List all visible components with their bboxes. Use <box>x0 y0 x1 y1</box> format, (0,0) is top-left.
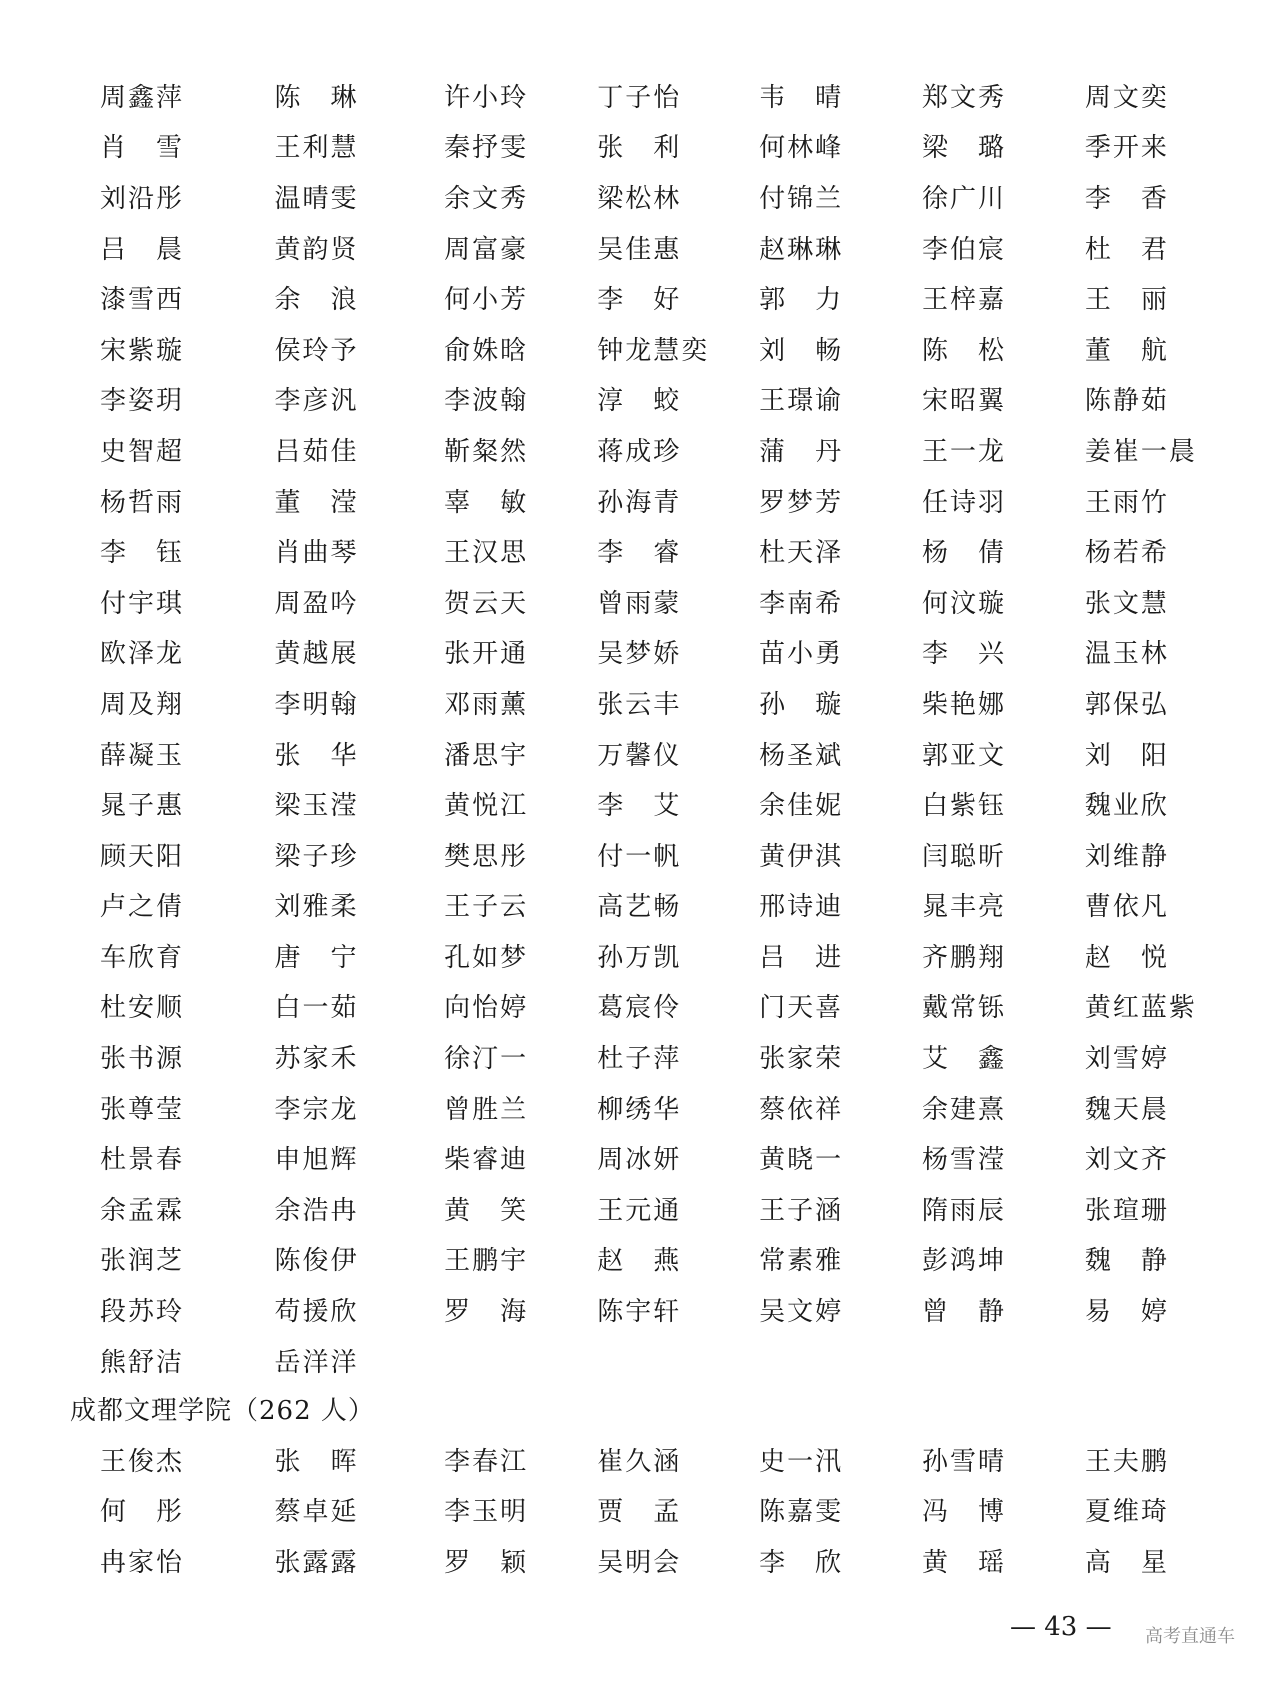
student-name: 王鹏宇 <box>444 1246 529 1277</box>
name-row <box>100 930 1240 981</box>
student-name: 蔡卓延 <box>274 1497 359 1528</box>
student-name: 韦 晴 <box>759 82 844 113</box>
student-name: 余孟霖 <box>100 1195 185 1226</box>
name-row <box>100 323 1240 374</box>
student-name: 宋昭翼 <box>922 386 1007 417</box>
student-name: 王俊杰 <box>100 1446 185 1477</box>
student-name: 苗小勇 <box>759 639 844 670</box>
student-name: 俞姝晗 <box>444 335 529 366</box>
name-row <box>100 222 1240 273</box>
student-name: 邓雨薰 <box>444 689 529 720</box>
student-name: 余浩冉 <box>274 1195 359 1226</box>
name-row <box>100 1535 1240 1586</box>
student-name: 李 钰 <box>100 538 185 569</box>
student-name: 钟龙慧奕 <box>597 335 710 366</box>
student-name: 张 晖 <box>274 1446 359 1477</box>
student-name: 王子涵 <box>759 1195 844 1226</box>
student-name: 史智超 <box>100 436 185 467</box>
student-name: 黄韵贤 <box>274 234 359 265</box>
student-name: 秦抒雯 <box>444 133 529 164</box>
student-name: 白一茹 <box>274 993 359 1024</box>
student-name: 闫聪昕 <box>922 841 1007 872</box>
student-name: 季开来 <box>1084 133 1169 164</box>
student-name: 李姿玥 <box>100 386 185 417</box>
student-name: 何 彤 <box>100 1497 185 1528</box>
watermark: 高考直通车 <box>1145 1626 1235 1647</box>
student-name: 晁子惠 <box>100 791 185 822</box>
student-name: 王汉思 <box>444 538 529 569</box>
student-name: 魏 静 <box>1084 1246 1169 1277</box>
student-name: 何林峰 <box>759 133 844 164</box>
student-name: 邢诗迪 <box>759 892 844 923</box>
student-name: 肖曲琴 <box>274 538 359 569</box>
student-name: 姜崔一晨 <box>1084 436 1197 467</box>
student-name: 梁玉滢 <box>274 791 359 822</box>
student-name: 张家荣 <box>759 1044 844 1075</box>
student-name: 王 丽 <box>1084 285 1169 316</box>
student-name: 杜 君 <box>1084 234 1169 265</box>
student-name: 孙海青 <box>597 487 682 518</box>
student-name: 贺云天 <box>444 588 529 619</box>
student-name: 杨雪滢 <box>922 1145 1007 1176</box>
student-name: 吕茹佳 <box>274 436 359 467</box>
name-row <box>100 171 1240 222</box>
student-name: 葛宸伶 <box>597 993 682 1024</box>
name-row <box>100 880 1240 931</box>
student-name: 周鑫萍 <box>100 82 185 113</box>
student-name: 张开通 <box>444 639 529 670</box>
student-name: 何汶璇 <box>922 588 1007 619</box>
student-name: 陈 琳 <box>274 82 359 113</box>
name-row <box>100 1183 1240 1234</box>
student-name: 杜天泽 <box>759 538 844 569</box>
student-name: 蒲 丹 <box>759 436 844 467</box>
student-name: 孙万凯 <box>597 942 682 973</box>
name-row <box>100 424 1240 475</box>
student-name: 曹依凡 <box>1084 892 1169 923</box>
student-name: 陈静茹 <box>1084 386 1169 417</box>
student-name: 侯玲予 <box>274 335 359 366</box>
student-name: 赵琳琳 <box>759 234 844 265</box>
student-name: 魏天晨 <box>1084 1094 1169 1125</box>
student-name: 梁子珍 <box>274 841 359 872</box>
student-name: 孔如梦 <box>444 942 529 973</box>
student-name: 张露露 <box>274 1547 359 1578</box>
student-name: 靳粲然 <box>444 436 529 467</box>
student-name: 辜 敏 <box>444 487 529 518</box>
student-name: 唐 宁 <box>274 942 359 973</box>
student-name: 温玉林 <box>1084 639 1169 670</box>
student-name: 白紫钰 <box>922 791 1007 822</box>
student-name: 周冰妍 <box>597 1145 682 1176</box>
student-name: 贾 孟 <box>597 1497 682 1528</box>
student-name: 宋紫璇 <box>100 335 185 366</box>
student-name: 郭亚文 <box>922 740 1007 771</box>
student-name: 王一龙 <box>922 436 1007 467</box>
name-list-continued <box>100 70 1240 1385</box>
student-name: 欧泽龙 <box>100 639 185 670</box>
student-name: 李 好 <box>597 285 682 316</box>
student-name: 董 滢 <box>274 487 359 518</box>
student-name: 史一汛 <box>759 1446 844 1477</box>
student-name: 漆雪西 <box>100 285 185 316</box>
name-row <box>100 525 1240 576</box>
student-name: 徐汀一 <box>444 1044 529 1075</box>
student-name: 吴明会 <box>597 1547 682 1578</box>
student-name: 樊思彤 <box>444 841 529 872</box>
student-name: 董 航 <box>1084 335 1169 366</box>
page-number: — 43 — <box>1010 1612 1112 1642</box>
student-name: 冉家怡 <box>100 1547 185 1578</box>
name-row <box>100 272 1240 323</box>
student-name: 周盈吟 <box>274 588 359 619</box>
name-row <box>100 981 1240 1032</box>
student-name: 李玉明 <box>444 1497 529 1528</box>
student-name: 向怡婷 <box>444 993 529 1024</box>
student-name: 黄 瑶 <box>922 1547 1007 1578</box>
student-name: 罗梦芳 <box>759 487 844 518</box>
student-name: 付一帆 <box>597 841 682 872</box>
student-name: 杜景春 <box>100 1145 185 1176</box>
student-name: 岳洋洋 <box>274 1347 359 1378</box>
student-name: 王雨竹 <box>1084 487 1169 518</box>
student-name: 崔久涵 <box>597 1446 682 1477</box>
student-name: 苏家禾 <box>274 1044 359 1075</box>
student-name: 蔡依祥 <box>759 1094 844 1125</box>
student-name: 杜子萍 <box>597 1044 682 1075</box>
student-name: 张书源 <box>100 1044 185 1075</box>
student-name: 淳 蛟 <box>597 386 682 417</box>
student-name: 张云丰 <box>597 689 682 720</box>
student-name: 车欣育 <box>100 942 185 973</box>
student-name: 余建熹 <box>922 1094 1007 1125</box>
student-name: 薛凝玉 <box>100 740 185 771</box>
student-name: 余文秀 <box>444 183 529 214</box>
student-name: 魏业欣 <box>1084 791 1169 822</box>
student-name: 冯 博 <box>922 1497 1007 1528</box>
student-name: 郭保弘 <box>1084 689 1169 720</box>
student-name: 李南希 <box>759 588 844 619</box>
student-name: 梁松林 <box>597 183 682 214</box>
student-name: 王梓嘉 <box>922 285 1007 316</box>
student-name: 黄悦江 <box>444 791 529 822</box>
student-name: 高 星 <box>1084 1547 1169 1578</box>
student-name: 夏维琦 <box>1084 1497 1169 1528</box>
student-name: 杨 倩 <box>922 538 1007 569</box>
student-name: 许小玲 <box>444 82 529 113</box>
student-name: 罗 海 <box>444 1297 529 1328</box>
student-name: 黄晓一 <box>759 1145 844 1176</box>
student-name: 李彦汎 <box>274 386 359 417</box>
student-name: 李 欣 <box>759 1547 844 1578</box>
student-name: 郭 力 <box>759 285 844 316</box>
name-row <box>100 627 1240 678</box>
student-name: 王元通 <box>597 1195 682 1226</box>
name-row <box>100 1234 1240 1285</box>
student-name: 何小芳 <box>444 285 529 316</box>
student-name: 陈嘉雯 <box>759 1497 844 1528</box>
student-name: 李 睿 <box>597 538 682 569</box>
student-name: 易 婷 <box>1084 1297 1169 1328</box>
student-name: 吴梦娇 <box>597 639 682 670</box>
student-name: 赵 悦 <box>1084 942 1169 973</box>
student-name: 门天喜 <box>759 993 844 1024</box>
student-name: 刘文齐 <box>1084 1145 1169 1176</box>
student-name: 陈 松 <box>922 335 1007 366</box>
student-name: 王璟谕 <box>759 386 844 417</box>
name-row <box>100 1434 1240 1485</box>
student-name: 柴艳娜 <box>922 689 1007 720</box>
student-name: 周文奕 <box>1084 82 1169 113</box>
name-row <box>100 778 1240 829</box>
student-name: 黄红蓝紫 <box>1084 993 1197 1024</box>
student-name: 苟援欣 <box>274 1297 359 1328</box>
student-name: 温晴雯 <box>274 183 359 214</box>
name-row <box>100 475 1240 526</box>
name-row <box>100 70 1240 121</box>
student-name: 陈宇轩 <box>597 1297 682 1328</box>
student-name: 张文慧 <box>1084 588 1169 619</box>
student-name: 柴睿迪 <box>444 1145 529 1176</box>
student-name: 柳绣华 <box>597 1094 682 1125</box>
student-name: 肖 雪 <box>100 133 185 164</box>
student-name: 刘 畅 <box>759 335 844 366</box>
student-name: 周富豪 <box>444 234 529 265</box>
student-name: 艾 鑫 <box>922 1044 1007 1075</box>
student-name: 孙雪晴 <box>922 1446 1007 1477</box>
student-name: 罗 颖 <box>444 1547 529 1578</box>
name-row <box>100 829 1240 880</box>
student-name: 曾胜兰 <box>444 1094 529 1125</box>
name-list-section-2 <box>100 1434 1240 1586</box>
student-name: 余佳妮 <box>759 791 844 822</box>
student-name: 李宗龙 <box>274 1094 359 1125</box>
student-name: 戴常铄 <box>922 993 1007 1024</box>
name-row <box>100 1132 1240 1183</box>
student-name: 李春江 <box>444 1446 529 1477</box>
student-name: 李伯宸 <box>922 234 1007 265</box>
name-row <box>100 1284 1240 1335</box>
section-title: 成都文理学院（262 人） <box>70 1396 375 1426</box>
student-name: 齐鹏翔 <box>922 942 1007 973</box>
student-name: 张润芝 <box>100 1246 185 1277</box>
student-name: 蒋成珍 <box>597 436 682 467</box>
student-name: 周及翔 <box>100 689 185 720</box>
student-name: 李 艾 <box>597 791 682 822</box>
name-row <box>100 1485 1240 1536</box>
student-name: 李波翰 <box>444 386 529 417</box>
student-name: 任诗羽 <box>922 487 1007 518</box>
student-name: 李明翰 <box>274 689 359 720</box>
student-name: 晁丰亮 <box>922 892 1007 923</box>
student-name: 申旭辉 <box>274 1145 359 1176</box>
student-name: 顾天阳 <box>100 841 185 872</box>
student-name: 余 浪 <box>274 285 359 316</box>
name-row <box>100 728 1240 779</box>
student-name: 刘沿彤 <box>100 183 185 214</box>
student-name: 王夫鹏 <box>1084 1446 1169 1477</box>
student-name: 刘 阳 <box>1084 740 1169 771</box>
student-name: 丁子怡 <box>597 82 682 113</box>
student-name: 孙 璇 <box>759 689 844 720</box>
student-name: 付宇琪 <box>100 588 185 619</box>
student-name: 徐广川 <box>922 183 1007 214</box>
student-name: 高艺畅 <box>597 892 682 923</box>
student-name: 常素雅 <box>759 1246 844 1277</box>
student-name: 李 香 <box>1084 183 1169 214</box>
student-name: 赵 燕 <box>597 1246 682 1277</box>
name-row <box>100 1082 1240 1133</box>
name-row <box>100 374 1240 425</box>
student-name: 彭鸿坤 <box>922 1246 1007 1277</box>
student-name: 杨哲雨 <box>100 487 185 518</box>
student-name: 吴佳惠 <box>597 234 682 265</box>
student-name: 隋雨辰 <box>922 1195 1007 1226</box>
name-row <box>100 576 1240 627</box>
student-name: 郑文秀 <box>922 82 1007 113</box>
name-row <box>100 121 1240 172</box>
student-name: 刘维静 <box>1084 841 1169 872</box>
student-name: 万馨仪 <box>597 740 682 771</box>
student-name: 吴文婷 <box>759 1297 844 1328</box>
student-name: 王子云 <box>444 892 529 923</box>
student-name: 王利慧 <box>274 133 359 164</box>
student-name: 潘思宇 <box>444 740 529 771</box>
student-name: 刘雅柔 <box>274 892 359 923</box>
student-name: 杨若希 <box>1084 538 1169 569</box>
student-name: 黄伊淇 <box>759 841 844 872</box>
student-name: 张 利 <box>597 133 682 164</box>
student-name: 黄越展 <box>274 639 359 670</box>
student-name: 段苏玲 <box>100 1297 185 1328</box>
student-name: 张尊莹 <box>100 1094 185 1125</box>
student-name: 杜安顺 <box>100 993 185 1024</box>
student-name: 吕 晨 <box>100 234 185 265</box>
name-row <box>100 1031 1240 1082</box>
student-name: 吕 进 <box>759 942 844 973</box>
student-name: 梁 璐 <box>922 133 1007 164</box>
name-row <box>100 1335 1240 1386</box>
student-name: 曾 静 <box>922 1297 1007 1328</box>
student-name: 付锦兰 <box>759 183 844 214</box>
student-name: 张 华 <box>274 740 359 771</box>
student-name: 卢之倩 <box>100 892 185 923</box>
student-name: 李 兴 <box>922 639 1007 670</box>
student-name: 张瑄珊 <box>1084 1195 1169 1226</box>
name-row <box>100 677 1240 728</box>
student-name: 刘雪婷 <box>1084 1044 1169 1075</box>
student-name: 杨圣斌 <box>759 740 844 771</box>
student-name: 曾雨蒙 <box>597 588 682 619</box>
student-name: 熊舒洁 <box>100 1347 185 1378</box>
student-name: 陈俊伊 <box>274 1246 359 1277</box>
student-name: 黄 笑 <box>444 1195 529 1226</box>
